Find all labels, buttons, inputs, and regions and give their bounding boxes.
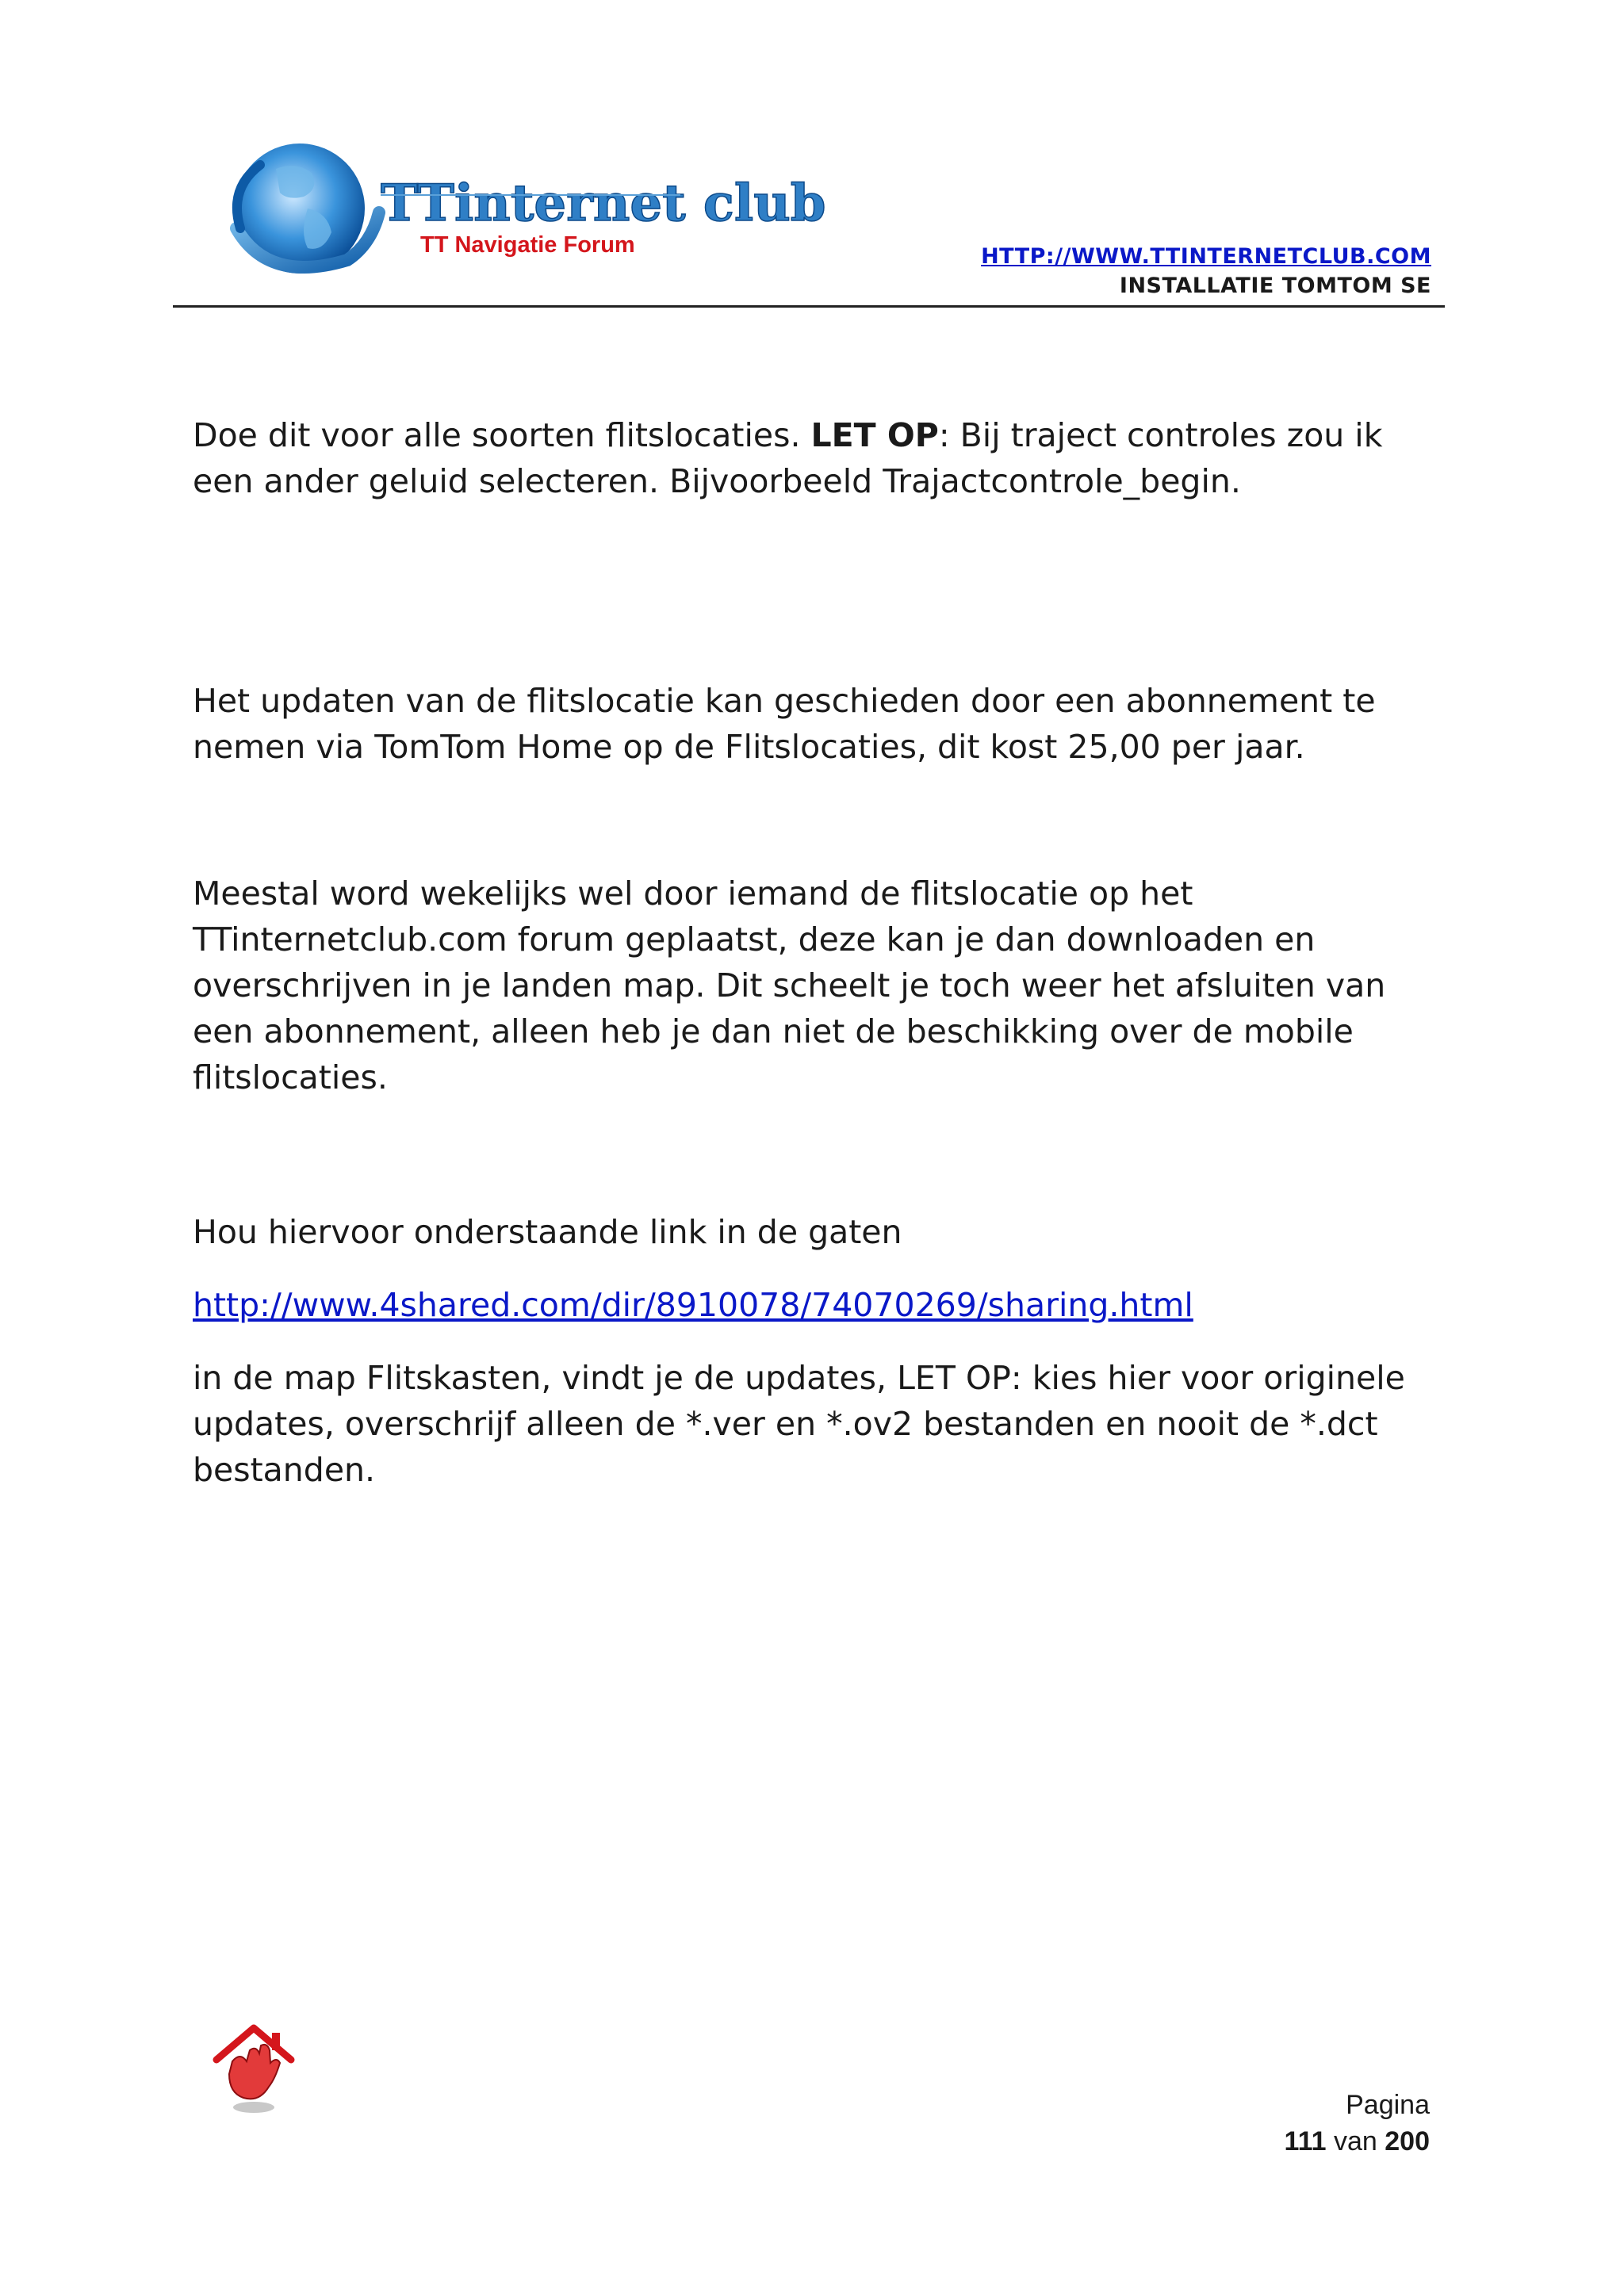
ttinternetclub-logo bbox=[213, 133, 826, 284]
page-number bbox=[1285, 2087, 1430, 2160]
paragraph-flitslocaties: Doe dit voor alle soorten flitslocaties. LET OP: Bij traject controles zou ik een ander geluid selecteren. Bijvoorbeeld Trajactcontrole_begin. bbox=[193, 416, 1383, 500]
paragraph-map-flitskasten: in de map Flitskasten, vindt je de updates, LET OP: kies hier voor originele updates, overschrijf alleen de *.ver en *.ov2 bestanden en nooit de *.dct bestanden. bbox=[193, 1359, 1405, 1489]
header-right bbox=[981, 244, 1431, 298]
header-subtitle: INSTALLATIE TOMTOM SE bbox=[1119, 274, 1431, 298]
svg-text:TTinternet club: TTinternet club bbox=[381, 174, 826, 233]
paragraph-updaten: Het updaten van de flitslocatie kan geschieden door een abonnement te nemen via TomTom Home op de Flitslocaties, dit kost 25,00 per jaar. bbox=[193, 682, 1376, 766]
let-op-bold: LET OP bbox=[810, 416, 939, 454]
paragraph-meestal: Meestal word wekelijks wel door iemand de flitslocatie op het TTinternetclub.com forum geplaatst, deze kan je dan downloaden en overschrijven in je landen map. Dit scheelt je toch weer het afsluiten van een abonnement, alleen heb je dan niet de beschikking over de mobile flitslocaties. bbox=[193, 874, 1386, 1096]
house-hand-logo-icon bbox=[210, 2022, 297, 2117]
paragraph-hou-hiervoor: Hou hiervoor onderstaande link in de gaten bbox=[193, 1213, 902, 1251]
paragraph-link bbox=[193, 1282, 1193, 1328]
globe-icon bbox=[235, 144, 379, 274]
page-count: 111 van 200 bbox=[1284, 2126, 1430, 2156]
4shared-link[interactable]: http://www.4shared.com/dir/8910078/74070269/sharing.html bbox=[193, 1286, 1193, 1324]
logo-wordmark bbox=[381, 174, 825, 258]
pagina-label: Pagina bbox=[1346, 2090, 1430, 2120]
header-divider bbox=[173, 305, 1445, 308]
logo-tagline: TT Navigatie Forum bbox=[420, 232, 635, 258]
header-url-link[interactable]: HTTP://WWW.TTINTERNETCLUB.COM bbox=[981, 244, 1431, 269]
